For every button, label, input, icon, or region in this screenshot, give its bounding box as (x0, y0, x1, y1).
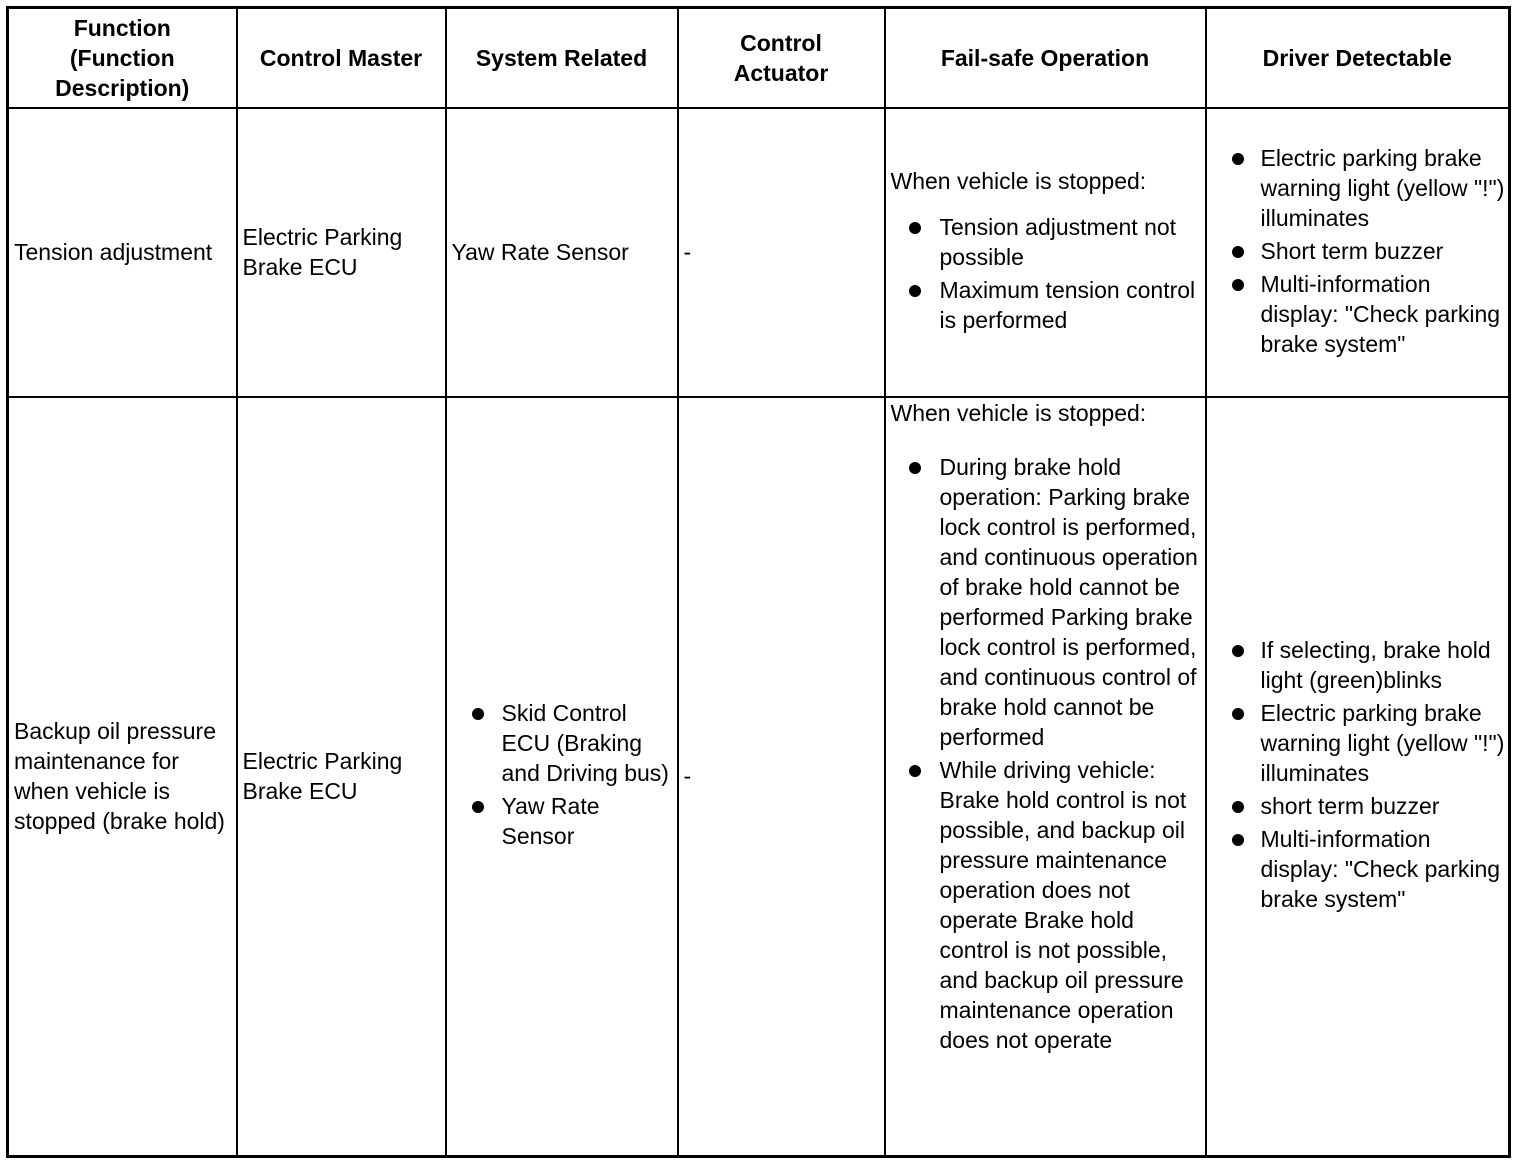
control-actuator-cell: - (678, 108, 885, 397)
bullet-icon (1232, 153, 1244, 165)
bullet-icon (1232, 645, 1244, 657)
driver-detectable-list (1212, 635, 1506, 914)
bullet-icon (909, 462, 921, 474)
list-item-text: short term buzzer (1260, 793, 1440, 820)
function-cell: Backup oil pressure maintenance for when vehicle is stopped (brake hold) (8, 397, 237, 1157)
system-related-list (452, 698, 674, 851)
list-item-text: If selecting, brake hold light (green)blinks (1260, 637, 1491, 694)
list-item-text: Multi-information display: "Check parking brake system" (1260, 826, 1501, 913)
list-item-text: While driving vehicle: Brake hold control is not possible, and backup oil pressure maintenance operation does not operate Brake hold control is not possible, and backup oil pressure maintenance operation does not operate (939, 756, 1187, 1053)
failsafe-cell (885, 397, 1206, 1157)
driver-detectable-cell (1206, 108, 1510, 397)
control-master-cell: Electric Parking Brake ECU (237, 397, 446, 1157)
table-row (8, 397, 1510, 1157)
driver-detectable-cell (1206, 397, 1510, 1157)
list-item (1212, 635, 1506, 695)
list-item-text: Multi-information display: "Check parking brake system" (1260, 270, 1501, 357)
list-item (891, 755, 1202, 1055)
list-item-text: During brake hold operation: Parking brake lock control is performed, and continuous operation of brake hold cannot be performed Parking brake lock control is performed, and continuous control of brake hold cannot be performed (939, 453, 1198, 750)
list-item (1212, 269, 1506, 359)
header-function: Function (Function Description) (8, 8, 237, 109)
list-item (891, 452, 1202, 752)
list-item (891, 212, 1202, 272)
bullet-icon (472, 708, 484, 720)
list-item (1212, 791, 1506, 821)
list-item (1212, 143, 1506, 233)
list-item-text: Tension adjustment not possible (939, 214, 1177, 271)
failsafe-list (891, 452, 1202, 1055)
list-item-text: Yaw Rate Sensor (501, 793, 600, 850)
bullet-icon (472, 801, 484, 813)
bullet-icon (1232, 279, 1244, 291)
list-item-text: Electric parking brake warning light (yellow "!") illuminates (1260, 700, 1505, 787)
header-control-master: Control Master (237, 8, 446, 109)
list-item-text: Electric parking brake warning light (yellow "!") illuminates (1260, 144, 1505, 231)
list-item (452, 791, 674, 851)
failsafe-cell (885, 108, 1206, 397)
table-row (8, 108, 1510, 397)
bullet-icon (1232, 834, 1244, 846)
failsafe-list (891, 212, 1202, 335)
bullet-icon (1232, 708, 1244, 720)
control-actuator-cell: - (678, 397, 885, 1157)
list-item-text: Maximum tension control is performed (939, 277, 1196, 334)
header-row (8, 8, 1510, 109)
header-driver-detectable: Driver Detectable (1206, 8, 1510, 109)
list-item (1212, 236, 1506, 266)
list-item-text: Short term buzzer (1260, 237, 1444, 264)
system-related-cell (446, 397, 678, 1157)
header-system-related: System Related (446, 8, 678, 109)
failsafe-lead: When vehicle is stopped: (890, 399, 1147, 426)
function-cell: Tension adjustment (8, 108, 237, 397)
driver-detectable-list (1212, 143, 1506, 359)
failsafe-lead: When vehicle is stopped: (890, 168, 1147, 195)
bullet-icon (1232, 801, 1244, 813)
bullet-icon (909, 222, 921, 234)
control-master-cell: Electric Parking Brake ECU (237, 108, 446, 397)
list-item-text: Skid Control ECU (Braking and Driving bus) (501, 700, 669, 787)
bullet-icon (1232, 246, 1244, 258)
function-table (6, 6, 1511, 1158)
bullet-icon (909, 285, 921, 297)
bullet-icon (909, 765, 921, 777)
system-related-cell: Yaw Rate Sensor (446, 108, 678, 397)
list-item (1212, 698, 1506, 788)
list-item (452, 698, 674, 788)
header-failsafe-operation: Fail-safe Operation (885, 8, 1206, 109)
list-item (1212, 824, 1506, 914)
list-item (891, 275, 1202, 335)
header-control-actuator: Control Actuator (678, 8, 885, 109)
